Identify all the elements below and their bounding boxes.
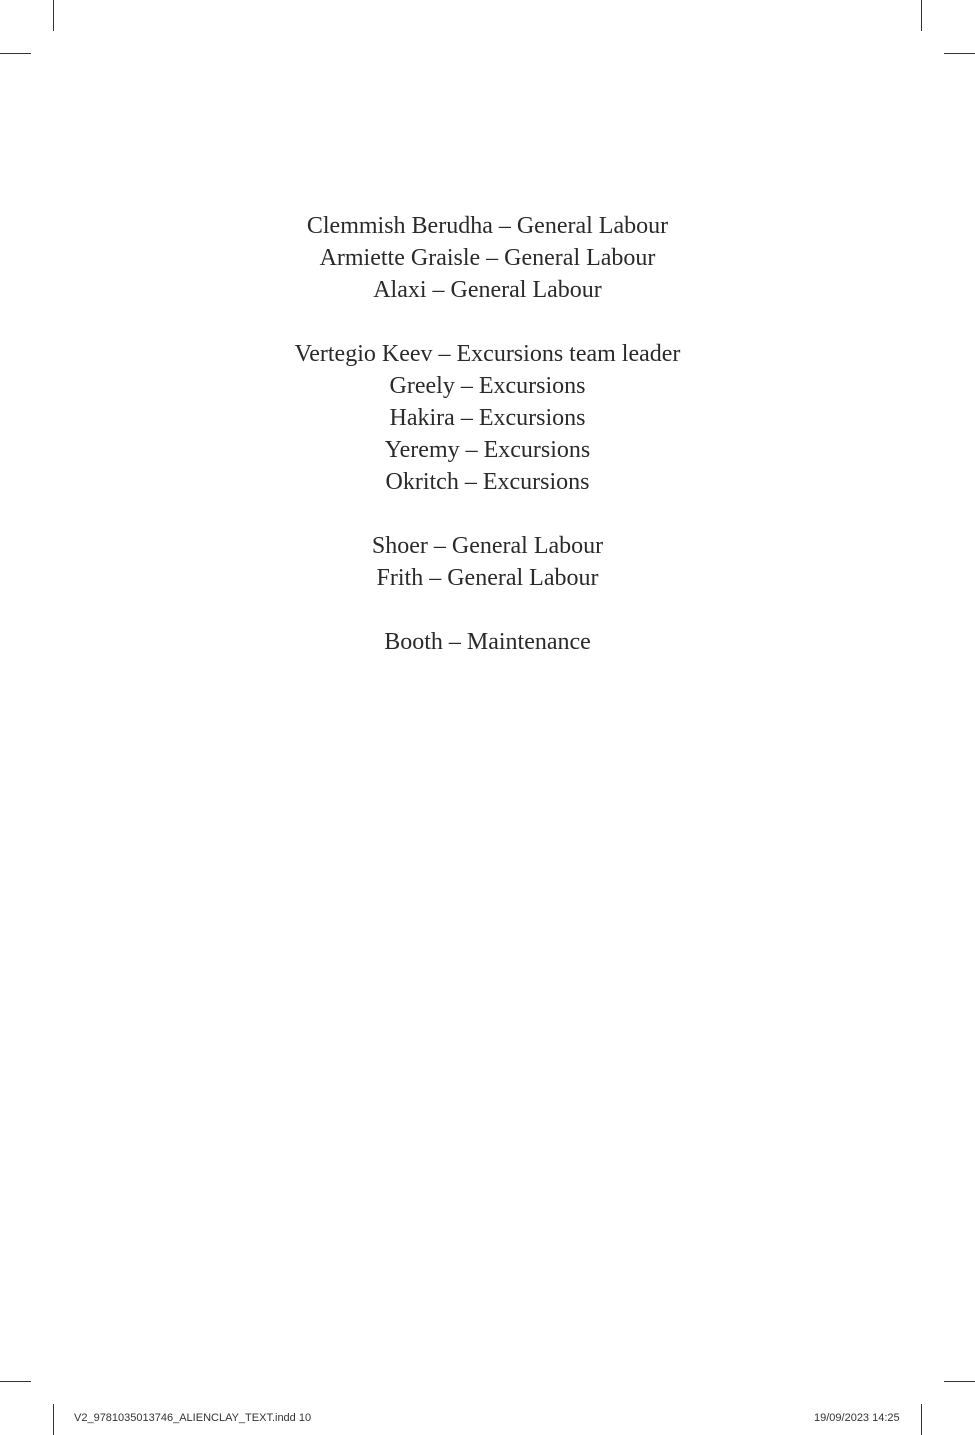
cast-group-maintenance (0, 626, 975, 658)
cast-entry: Hakira – Excursions (389, 405, 586, 431)
cast-entry: Frith – General Labour (376, 565, 599, 591)
cast-entry: Armiette Graisle – General Labour (319, 245, 656, 271)
slug-timestamp: 19/09/2023 14:25 (814, 1412, 900, 1424)
crop-mark-top-left (53, 0, 54, 31)
crop-mark-bottom-right-horizontal (944, 1381, 975, 1382)
cast-entry: Okritch – Excursions (385, 469, 590, 495)
cast-entry: Yeremy – Excursions (384, 437, 591, 463)
crop-mark-bottom-left (53, 1404, 54, 1435)
cast-entry: Alaxi – General Labour (373, 277, 602, 303)
slug-file-name: V2_9781035013746_ALIENCLAY_TEXT.indd 10 (74, 1412, 312, 1424)
crop-mark-top-right-horizontal (944, 53, 975, 54)
crop-mark-bottom-left-horizontal (0, 1381, 31, 1382)
cast-entry: Booth – Maintenance (384, 629, 591, 655)
crop-mark-top-left-horizontal (0, 53, 31, 54)
cast-entry: Greely – Excursions (389, 373, 586, 399)
cast-entry: Vertegio Keev – Excursions team leader (294, 341, 681, 367)
cast-group-general-labour-2 (0, 530, 975, 594)
cast-entry: Shoer – General Labour (371, 533, 604, 559)
crop-mark-top-right (921, 0, 922, 31)
cast-entry: Clemmish Berudha – General Labour (306, 213, 669, 239)
crop-mark-bottom-right (921, 1404, 922, 1435)
cast-group-excursions (0, 338, 975, 498)
cast-group-general-labour-1 (0, 210, 975, 306)
cast-list (0, 210, 975, 690)
